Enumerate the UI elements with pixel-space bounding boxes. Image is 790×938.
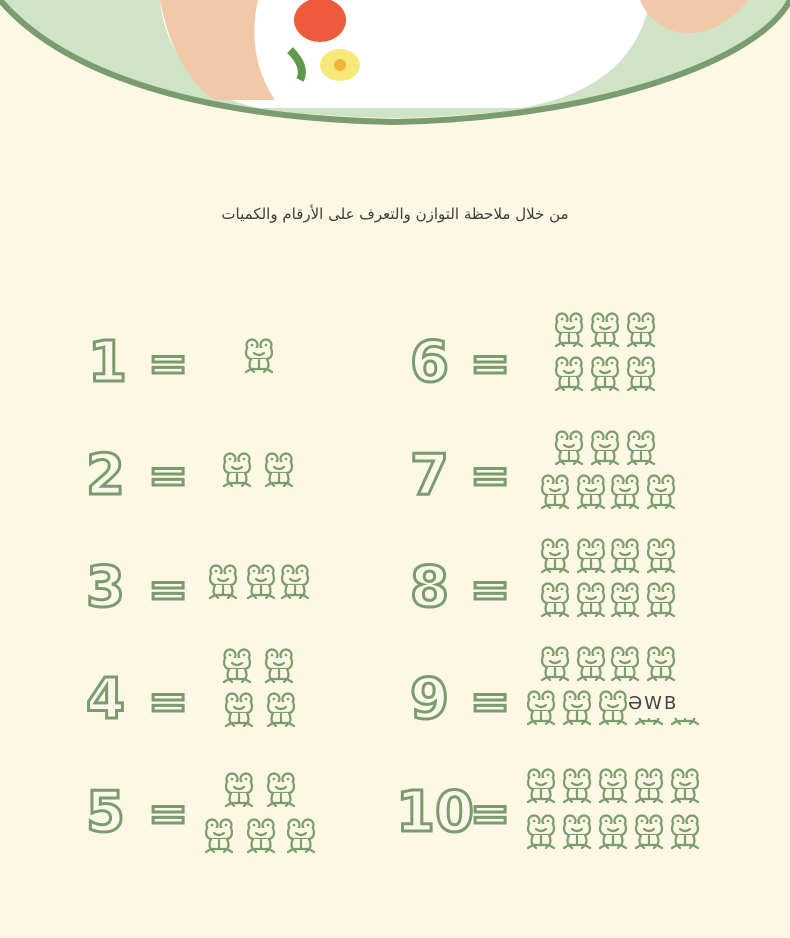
frog-icon xyxy=(524,768,558,804)
frog-icon xyxy=(588,356,622,392)
frog-icon xyxy=(264,772,298,808)
page-subtitle: من خلال ملاحظة التوازن والتعرف على الأرقام والكميات xyxy=(221,205,569,223)
frog-icon xyxy=(222,772,256,808)
frog-icon xyxy=(560,814,594,850)
frog-icon xyxy=(668,814,702,850)
number-3: 3 xyxy=(86,555,125,620)
frog-icon xyxy=(262,452,296,488)
equals-sign: = xyxy=(148,448,189,504)
number-9: 9 xyxy=(410,667,449,732)
frog-icon xyxy=(632,768,666,804)
number-4: 4 xyxy=(86,667,125,732)
frog-icon xyxy=(264,692,298,728)
frog-icon xyxy=(220,452,254,488)
frog-icon xyxy=(574,538,608,574)
frog-icon xyxy=(202,818,236,854)
frog-icon xyxy=(524,690,558,726)
equals-sign: = xyxy=(470,336,511,392)
frog-icon xyxy=(538,538,572,574)
equals-sign: = xyxy=(148,336,189,392)
frog-icon xyxy=(552,430,586,466)
frog-icon xyxy=(220,648,254,684)
frog-icon xyxy=(552,312,586,348)
frog-icon xyxy=(644,474,678,510)
frog-icon xyxy=(632,814,666,850)
frog-icon xyxy=(538,474,572,510)
equals-sign: = xyxy=(148,786,189,842)
frog-icon xyxy=(552,356,586,392)
frog-icon xyxy=(608,582,642,618)
frog-icon xyxy=(644,646,678,682)
hero-photo-banner xyxy=(0,0,790,140)
number-6: 6 xyxy=(410,330,449,395)
frog-icon xyxy=(560,690,594,726)
frog-icon xyxy=(278,564,312,600)
equals-sign: = xyxy=(148,562,189,618)
number-7: 7 xyxy=(410,443,449,508)
frog-icon xyxy=(244,818,278,854)
frog-icon xyxy=(560,768,594,804)
frog-icon xyxy=(588,312,622,348)
frog-icon xyxy=(284,818,318,854)
frog-icon xyxy=(574,474,608,510)
frog-icon xyxy=(206,564,240,600)
frog-icon xyxy=(624,312,658,348)
frog-icon xyxy=(596,690,630,726)
frog-icon xyxy=(596,814,630,850)
equals-sign: = xyxy=(148,674,189,730)
equals-sign: = xyxy=(470,448,511,504)
frog-icon xyxy=(588,430,622,466)
frog-icon xyxy=(574,582,608,618)
frog-icon xyxy=(608,538,642,574)
number-2: 2 xyxy=(86,443,125,508)
equals-sign: = xyxy=(470,674,511,730)
frog-icon xyxy=(242,338,276,374)
equals-sign: = xyxy=(470,562,511,618)
frog-icon xyxy=(624,356,658,392)
watermark: ƏWB xyxy=(628,690,704,718)
equals-sign: = xyxy=(470,786,511,842)
frog-icon xyxy=(644,582,678,618)
frog-icon xyxy=(244,564,278,600)
number-10: 10 xyxy=(396,780,474,845)
number-1: 1 xyxy=(88,330,127,395)
frog-icon xyxy=(668,768,702,804)
frog-icon xyxy=(524,814,558,850)
frog-icon xyxy=(262,648,296,684)
frog-icon xyxy=(574,646,608,682)
frog-icon xyxy=(624,430,658,466)
number-8: 8 xyxy=(410,555,449,620)
frog-icon xyxy=(644,538,678,574)
frog-icon xyxy=(538,582,572,618)
frog-icon xyxy=(538,646,572,682)
frog-icon xyxy=(222,692,256,728)
frog-icon xyxy=(608,646,642,682)
frog-icon xyxy=(596,768,630,804)
number-5: 5 xyxy=(86,780,125,845)
frog-icon xyxy=(608,474,642,510)
